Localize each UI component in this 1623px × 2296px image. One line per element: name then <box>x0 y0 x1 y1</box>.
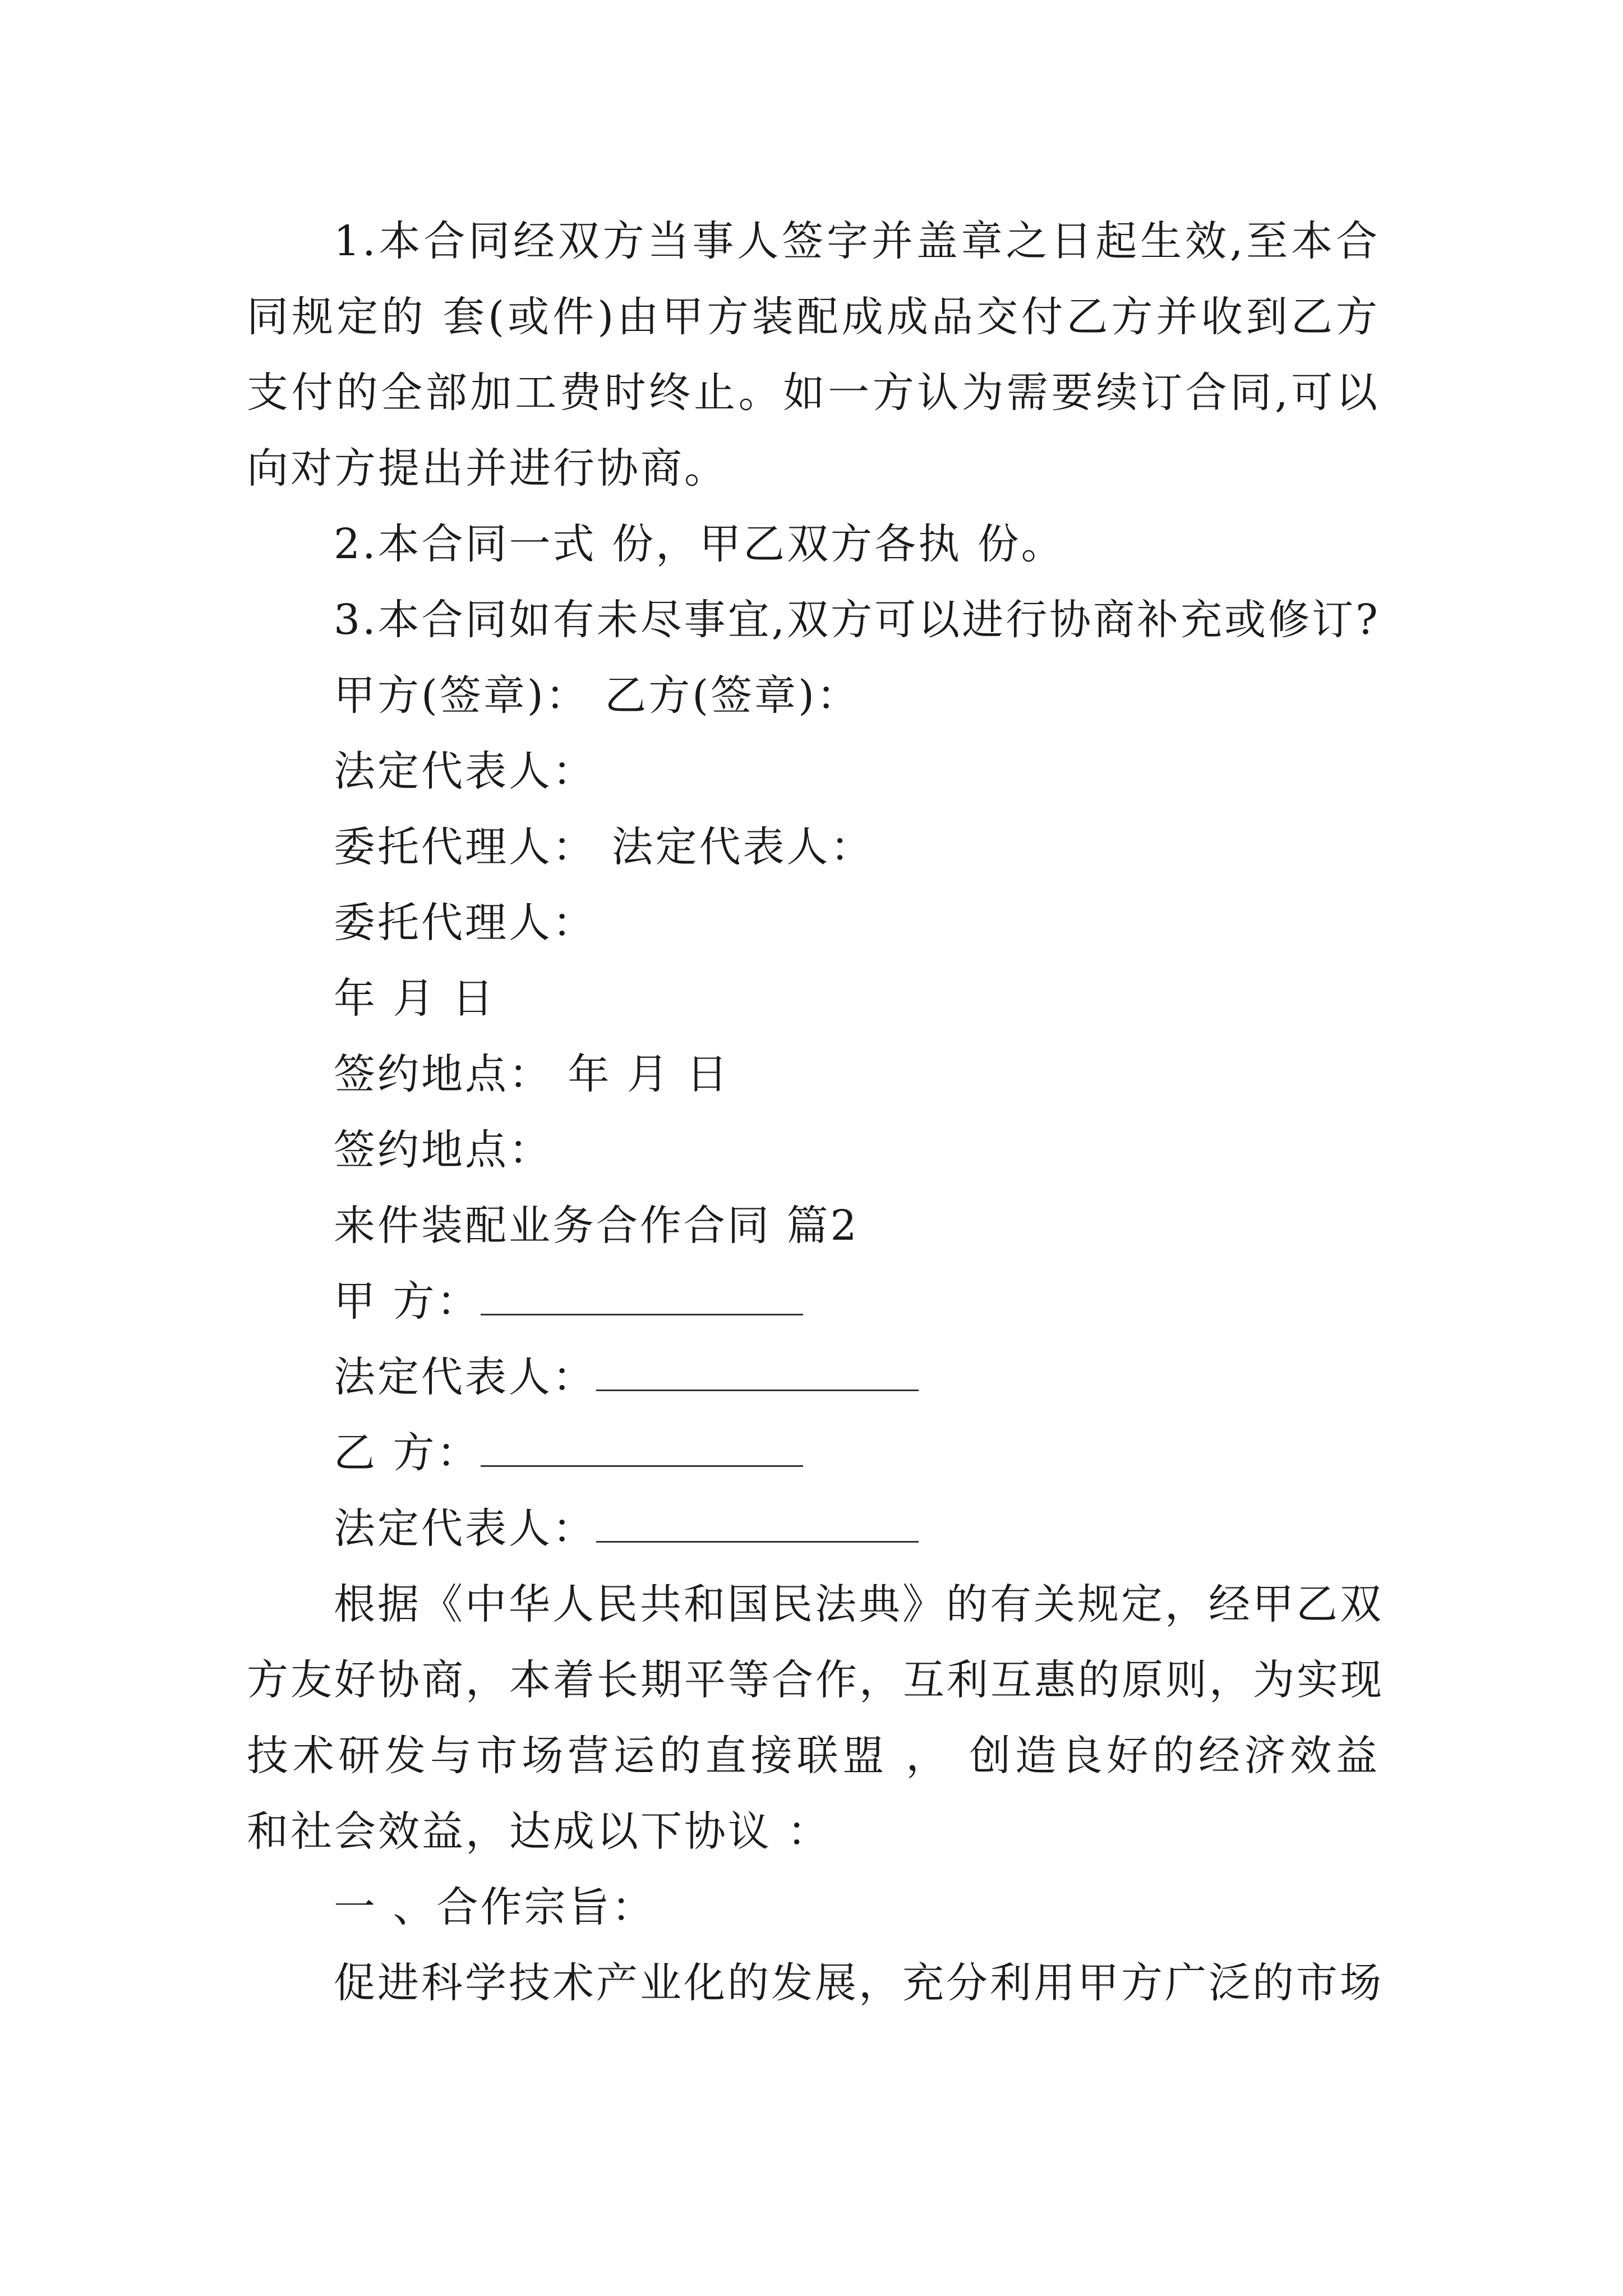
signature-date: 年 月 日 <box>334 974 496 1023</box>
clause-1-line-3: 支付的全部加工费时终止。如一方认为需要续订合同,可以 <box>247 369 1380 417</box>
signature-place-date: 签约地点： 年 月 日 <box>334 1050 730 1098</box>
party-b-rep-blank <box>596 1505 919 1543</box>
signature-parties: 甲方(签章)： 乙方(签章)： <box>334 671 861 720</box>
party-a-rep-blank <box>596 1354 919 1391</box>
party-a-blank <box>481 1278 803 1315</box>
signature-legal-rep: 法定代表人： <box>334 747 596 795</box>
party-a-rep-label: 法定代表人： <box>334 1353 596 1401</box>
clause-2: 2.本合同一式 份，甲乙双方各执 份。 <box>334 520 1065 568</box>
signature-place: 签约地点： <box>334 1126 552 1174</box>
signature-agent: 委托代理人： <box>334 899 596 947</box>
section-1-text: 促进科学技术产业化的发展，充分利用甲方广泛的市场 <box>334 1959 1384 2007</box>
party-b-label: 乙 方： <box>334 1429 481 1477</box>
contract-2-title: 来件装配业务合作合同 篇2 <box>334 1202 859 1250</box>
party-a-field <box>334 1276 803 1327</box>
party-a-rep-field <box>334 1352 919 1402</box>
preamble-line-4: 和社会效益，达成以下协议 ： <box>247 1807 831 1856</box>
party-b-rep-field <box>334 1503 919 1554</box>
preamble-line-2: 方友好协商，本着长期平等合作，互利互惠的原则，为实现 <box>247 1656 1384 1704</box>
party-b-blank <box>481 1429 803 1467</box>
party-a-label: 甲 方： <box>334 1277 481 1326</box>
clause-1-line-1: 1.本合同经双方当事人签字并盖章之日起生效,至本合 <box>334 217 1380 265</box>
preamble-line-3: 技术研发与市场营运的直接联盟 ， 创造良好的经济效益 <box>247 1732 1380 1780</box>
section-1-heading: 一 、合作宗旨： <box>334 1883 656 1931</box>
party-b-rep-label: 法定代表人： <box>334 1504 596 1553</box>
clause-3: 3.本合同如有未尽事宜,双方可以进行协商补充或修订? <box>334 596 1380 644</box>
clause-1-line-4: 向对方提出并进行协商。 <box>247 444 728 493</box>
signature-agent-and-rep: 委托代理人： 法定代表人： <box>334 823 874 871</box>
clause-1-line-2: 同规定的 套(或件)由甲方装配成成品交付乙方并收到乙方 <box>247 293 1380 341</box>
party-b-field <box>334 1428 803 1478</box>
preamble-line-1: 根据《中华人民共和国民法典》的有关规定，经甲乙双 <box>334 1580 1384 1628</box>
